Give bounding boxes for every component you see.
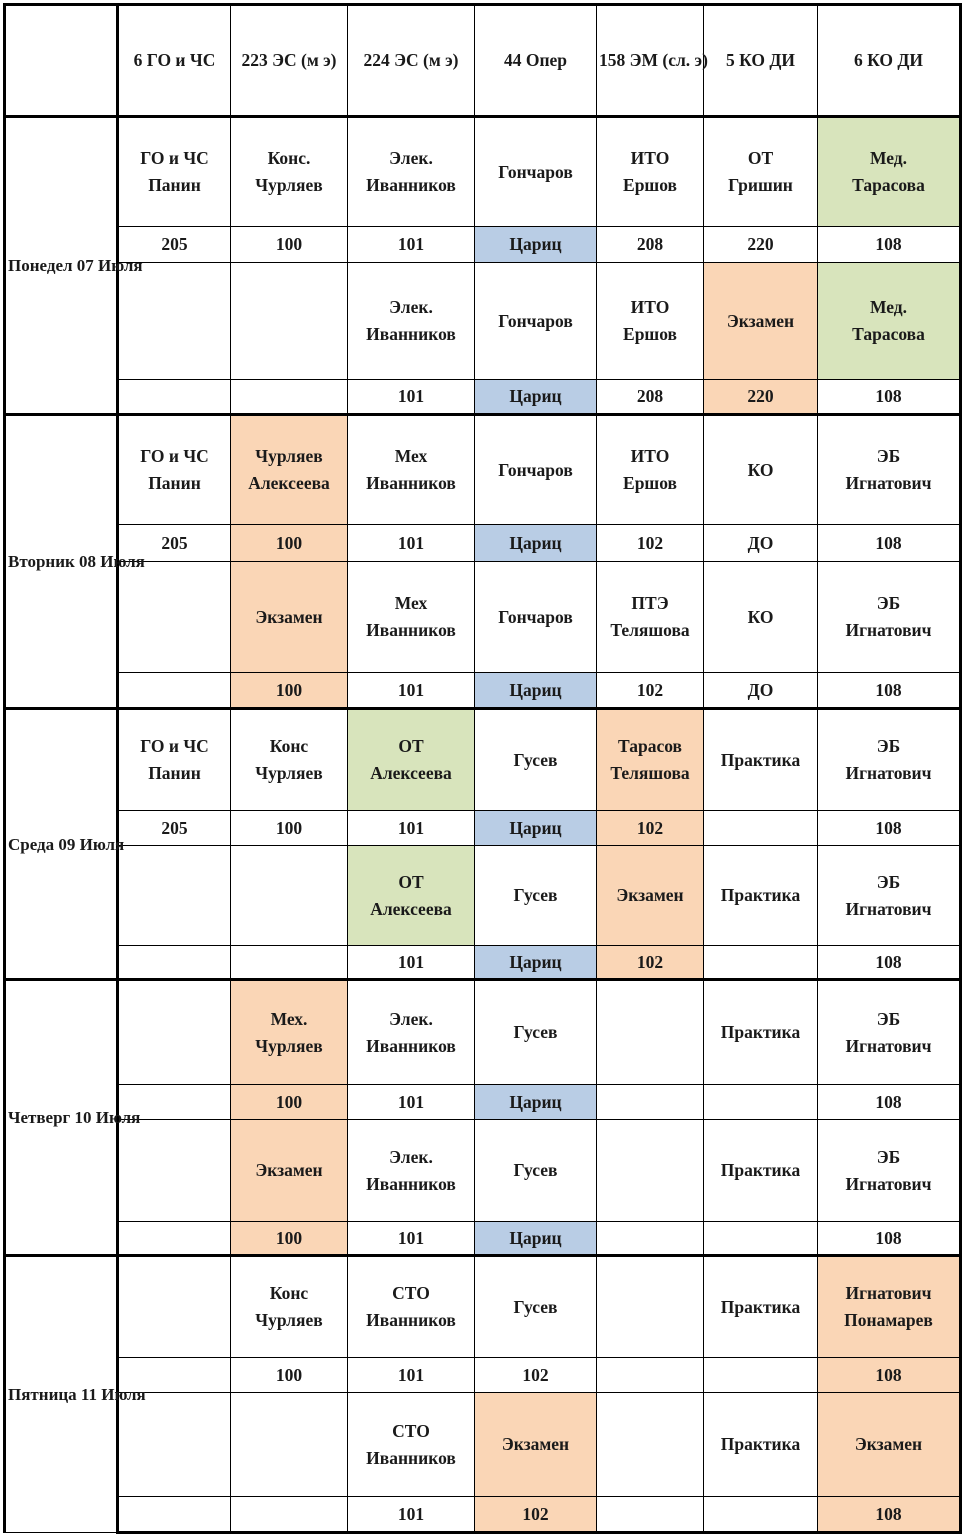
schedule-row-day1-lesson-1 bbox=[5, 117, 961, 227]
lesson-cell: ОТ Алексеева bbox=[348, 846, 475, 946]
schedule-table bbox=[3, 3, 962, 1534]
room-cell bbox=[704, 1497, 818, 1533]
room-cell: 102 bbox=[597, 673, 704, 709]
schedule-row-day3-room-2 bbox=[5, 946, 961, 980]
lesson-cell: ИТО Ершов bbox=[597, 117, 704, 227]
lesson-cell bbox=[597, 1120, 704, 1222]
room-cell: 220 bbox=[704, 227, 818, 263]
room-cell: Цариц bbox=[475, 811, 597, 846]
lesson-cell bbox=[118, 980, 231, 1085]
room-cell: 100 bbox=[231, 673, 348, 709]
room-cell: 100 bbox=[231, 1222, 348, 1256]
room-cell: 208 bbox=[597, 227, 704, 263]
lesson-cell: Экзамен bbox=[704, 263, 818, 380]
room-cell: 108 bbox=[818, 380, 961, 415]
lesson-cell: КО bbox=[704, 562, 818, 673]
room-cell bbox=[118, 1222, 231, 1256]
schedule-row-day2-lesson-1 bbox=[5, 415, 961, 525]
day-label: Среда 09 Июля bbox=[5, 709, 118, 980]
schedule-row-day1-room-1 bbox=[5, 227, 961, 263]
lesson-cell: Экзамен bbox=[818, 1393, 961, 1497]
lesson-cell: ЭБ Игнатович bbox=[818, 415, 961, 525]
schedule-row-day5-lesson-1 bbox=[5, 1256, 961, 1358]
room-cell bbox=[704, 1085, 818, 1120]
lesson-cell: Практика bbox=[704, 709, 818, 811]
lesson-cell: Элек. Иванников bbox=[348, 263, 475, 380]
lesson-cell: Элек. Иванников bbox=[348, 1120, 475, 1222]
lesson-cell bbox=[597, 1256, 704, 1358]
room-cell: 108 bbox=[818, 525, 961, 562]
day-label: Понедел 07 Июля bbox=[5, 117, 118, 415]
lesson-cell: Мех Иванников bbox=[348, 562, 475, 673]
lesson-cell: Гончаров bbox=[475, 263, 597, 380]
room-cell: 108 bbox=[818, 1497, 961, 1533]
schedule-row-day5-room-1 bbox=[5, 1358, 961, 1393]
room-cell: 100 bbox=[231, 811, 348, 846]
lesson-cell: ИТО Ершов bbox=[597, 263, 704, 380]
lesson-cell: Гончаров bbox=[475, 117, 597, 227]
room-cell: 108 bbox=[818, 1085, 961, 1120]
room-cell: Цариц bbox=[475, 227, 597, 263]
lesson-cell: Мед. Тарасова bbox=[818, 263, 961, 380]
lesson-cell: Экзамен bbox=[231, 1120, 348, 1222]
column-header-col-4: 44 Опер bbox=[475, 5, 597, 117]
room-cell: Цариц bbox=[475, 380, 597, 415]
room-cell: 101 bbox=[348, 1222, 475, 1256]
lesson-cell: Мех. Чурляев bbox=[231, 980, 348, 1085]
schedule-row-day1-lesson-2 bbox=[5, 263, 961, 380]
room-cell: 205 bbox=[118, 227, 231, 263]
room-cell: 101 bbox=[348, 1497, 475, 1533]
schedule-row-day5-room-2 bbox=[5, 1497, 961, 1533]
room-cell: 205 bbox=[118, 811, 231, 846]
schedule-row-day2-room-2 bbox=[5, 673, 961, 709]
room-cell: 102 bbox=[597, 811, 704, 846]
room-cell: 101 bbox=[348, 227, 475, 263]
room-cell bbox=[597, 1085, 704, 1120]
column-header-col-1: 6 ГО и ЧС bbox=[118, 5, 231, 117]
lesson-cell: ИТО Ершов bbox=[597, 415, 704, 525]
room-cell: 108 bbox=[818, 946, 961, 980]
room-cell: 101 bbox=[348, 946, 475, 980]
room-cell: 208 bbox=[597, 380, 704, 415]
lesson-cell: Практика bbox=[704, 1120, 818, 1222]
lesson-cell: СТО Иванников bbox=[348, 1256, 475, 1358]
lesson-cell: Тарасов Теляшова bbox=[597, 709, 704, 811]
schedule-row-day2-lesson-2 bbox=[5, 562, 961, 673]
room-cell: 108 bbox=[818, 1222, 961, 1256]
room-cell: ДО bbox=[704, 673, 818, 709]
room-cell: 102 bbox=[475, 1497, 597, 1533]
room-cell: 101 bbox=[348, 811, 475, 846]
room-cell: 108 bbox=[818, 673, 961, 709]
column-header-col-2: 223 ЭС (м э) bbox=[231, 5, 348, 117]
lesson-cell bbox=[118, 1393, 231, 1497]
room-cell: Цариц bbox=[475, 525, 597, 562]
lesson-cell: Экзамен bbox=[597, 846, 704, 946]
lesson-cell: Чурляев Алексеева bbox=[231, 415, 348, 525]
room-cell bbox=[704, 1358, 818, 1393]
lesson-cell: Элек. Иванников bbox=[348, 117, 475, 227]
header-row bbox=[5, 5, 961, 117]
room-cell bbox=[118, 1497, 231, 1533]
room-cell bbox=[231, 946, 348, 980]
lesson-cell: Практика bbox=[704, 980, 818, 1085]
schedule-row-day3-lesson-1 bbox=[5, 709, 961, 811]
lesson-cell bbox=[231, 846, 348, 946]
room-cell bbox=[704, 1222, 818, 1256]
lesson-cell: Конс Чурляев bbox=[231, 709, 348, 811]
lesson-cell: Гусев bbox=[475, 846, 597, 946]
lesson-cell: Гусев bbox=[475, 709, 597, 811]
room-cell bbox=[597, 1358, 704, 1393]
room-cell bbox=[118, 380, 231, 415]
lesson-cell: Гусев bbox=[475, 1120, 597, 1222]
lesson-cell: Конс Чурляев bbox=[231, 1256, 348, 1358]
room-cell: 102 bbox=[597, 946, 704, 980]
lesson-cell: Экзамен bbox=[475, 1393, 597, 1497]
lesson-cell: ПТЭ Теляшова bbox=[597, 562, 704, 673]
column-header-col-3: 224 ЭС (м э) bbox=[348, 5, 475, 117]
room-cell: 102 bbox=[597, 525, 704, 562]
lesson-cell bbox=[118, 263, 231, 380]
room-cell: 100 bbox=[231, 1085, 348, 1120]
lesson-cell: ОТ Гришин bbox=[704, 117, 818, 227]
lesson-cell: КО bbox=[704, 415, 818, 525]
column-header-col-6: 5 КО ДИ bbox=[704, 5, 818, 117]
room-cell: 101 bbox=[348, 1085, 475, 1120]
lesson-cell: Конс. Чурляев bbox=[231, 117, 348, 227]
lesson-cell bbox=[597, 1393, 704, 1497]
room-cell: ДО bbox=[704, 525, 818, 562]
lesson-cell bbox=[118, 1120, 231, 1222]
schedule-row-day3-room-1 bbox=[5, 811, 961, 846]
room-cell: 102 bbox=[475, 1358, 597, 1393]
lesson-cell bbox=[118, 562, 231, 673]
lesson-cell bbox=[231, 1393, 348, 1497]
schedule-row-day4-lesson-1 bbox=[5, 980, 961, 1085]
room-cell: 101 bbox=[348, 673, 475, 709]
schedule-row-day2-room-1 bbox=[5, 525, 961, 562]
room-cell: 100 bbox=[231, 227, 348, 263]
lesson-cell: ОТ Алексеева bbox=[348, 709, 475, 811]
schedule-row-day5-lesson-2 bbox=[5, 1393, 961, 1497]
lesson-cell: ЭБ Игнатович bbox=[818, 562, 961, 673]
schedule-row-day4-room-1 bbox=[5, 1085, 961, 1120]
room-cell: 100 bbox=[231, 1358, 348, 1393]
room-cell: 220 bbox=[704, 380, 818, 415]
lesson-cell: Практика bbox=[704, 1256, 818, 1358]
room-cell bbox=[118, 946, 231, 980]
schedule-row-day4-room-2 bbox=[5, 1222, 961, 1256]
room-cell bbox=[231, 1497, 348, 1533]
lesson-cell bbox=[597, 980, 704, 1085]
lesson-cell: Игнатович Понамарев bbox=[818, 1256, 961, 1358]
column-header-col-5: 158 ЭМ (сл. э) bbox=[597, 5, 704, 117]
day-label: Пятница 11 Июля bbox=[5, 1256, 118, 1533]
lesson-cell: ГО и ЧС Панин bbox=[118, 415, 231, 525]
schedule-row-day4-lesson-2 bbox=[5, 1120, 961, 1222]
room-cell: Цариц bbox=[475, 673, 597, 709]
lesson-cell: Практика bbox=[704, 1393, 818, 1497]
lesson-cell: ЭБ Игнатович bbox=[818, 709, 961, 811]
lesson-cell bbox=[118, 1256, 231, 1358]
room-cell: 108 bbox=[818, 227, 961, 263]
room-cell: 100 bbox=[231, 525, 348, 562]
room-cell bbox=[704, 811, 818, 846]
header-corner-cell bbox=[5, 5, 118, 117]
lesson-cell: ЭБ Игнатович bbox=[818, 1120, 961, 1222]
lesson-cell: Элек. Иванников bbox=[348, 980, 475, 1085]
lesson-cell: Гончаров bbox=[475, 562, 597, 673]
lesson-cell: Мед. Тарасова bbox=[818, 117, 961, 227]
room-cell bbox=[597, 1222, 704, 1256]
room-cell bbox=[704, 946, 818, 980]
room-cell bbox=[118, 673, 231, 709]
room-cell: Цариц bbox=[475, 946, 597, 980]
lesson-cell: ГО и ЧС Панин bbox=[118, 709, 231, 811]
lesson-cell: ГО и ЧС Панин bbox=[118, 117, 231, 227]
lesson-cell: ЭБ Игнатович bbox=[818, 980, 961, 1085]
lesson-cell bbox=[231, 263, 348, 380]
lesson-cell bbox=[118, 846, 231, 946]
room-cell: 108 bbox=[818, 1358, 961, 1393]
lesson-cell: Гусев bbox=[475, 1256, 597, 1358]
schedule-row-day1-room-2 bbox=[5, 380, 961, 415]
lesson-cell: СТО Иванников bbox=[348, 1393, 475, 1497]
room-cell bbox=[231, 380, 348, 415]
room-cell bbox=[597, 1497, 704, 1533]
room-cell: 101 bbox=[348, 1358, 475, 1393]
column-header-col-7: 6 КО ДИ bbox=[818, 5, 961, 117]
room-cell: 101 bbox=[348, 525, 475, 562]
room-cell: 108 bbox=[818, 811, 961, 846]
lesson-cell: Гончаров bbox=[475, 415, 597, 525]
day-label: Вторник 08 Июля bbox=[5, 415, 118, 709]
day-label: Четверг 10 Июля bbox=[5, 980, 118, 1256]
room-cell: 205 bbox=[118, 525, 231, 562]
lesson-cell: Гусев bbox=[475, 980, 597, 1085]
room-cell: Цариц bbox=[475, 1222, 597, 1256]
schedule-row-day3-lesson-2 bbox=[5, 846, 961, 946]
lesson-cell: ЭБ Игнатович bbox=[818, 846, 961, 946]
lesson-cell: Экзамен bbox=[231, 562, 348, 673]
room-cell: 101 bbox=[348, 380, 475, 415]
lesson-cell: Мех Иванников bbox=[348, 415, 475, 525]
lesson-cell: Практика bbox=[704, 846, 818, 946]
room-cell: Цариц bbox=[475, 1085, 597, 1120]
